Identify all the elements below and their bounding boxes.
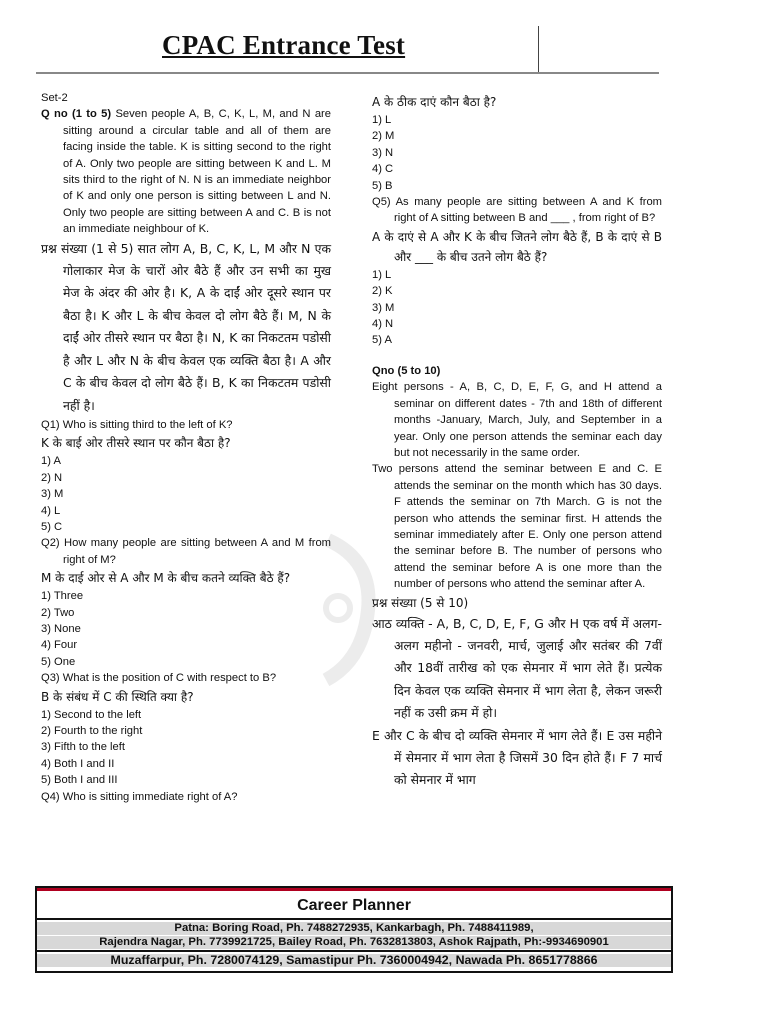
option-item: 2) Two <box>41 606 75 619</box>
footer-accent-line <box>37 888 671 891</box>
question-intro-hindi: प्रश्न संख्या (1 से 5) सात लोग A, B, C, K, L, M और N एक गोलाकार मेज के चारों ओर बैठे हैं और उन सभी का मुख मेज के अंदर की ओर है। K, A के दाईं ओर दूसरे स्थान पर बैठा है। K और L के बीच केवल दो लोग बैठे हैं। M, N के दाईं ओर तीसरे स्थान पर बैठा है। N, K का निकटतम पडोसी है और L और N के बीच केवल एक व्यक्ति बैठा है। A और C के बीच केवल दो लोग बैठे हैं। B, K का निकटतम पडोसी नहीं है। <box>41 240 331 413</box>
q2-options <box>41 588 331 670</box>
q5-english: Q5) As many people are sitting between A and K from right of A sitting between B and ___ , from right of B? <box>372 196 662 225</box>
passage-hindi-2: E और C के बीच दो व्यक्ति सेमनार में भाग लेते हैं। E उस महीने में सेमनार में भाग लेता है जिसमें 30 दिन होते हैं। F 7 मार्च को सेमनार में भाग <box>372 727 662 788</box>
footer-divider <box>37 918 671 920</box>
q4-hindi: A के ठीक दाएं कौन बैठा है? <box>372 95 497 109</box>
set-label: Set-2 <box>41 92 68 104</box>
q3-english: Q3) What is the position of C with respect to B? <box>41 672 277 685</box>
option-item: 5) B <box>372 179 393 192</box>
right-column <box>372 92 662 792</box>
q2-english: Q2) How many people are sitting between A and M from right of M? <box>41 537 331 566</box>
question-range-heading: Q no (1 to 5) <box>41 108 112 121</box>
option-item: 2) Fourth to the right <box>41 725 143 737</box>
option-item: 3) N <box>372 146 394 159</box>
option-item: 3) Fifth to the left <box>41 741 125 754</box>
hindi-question-heading: प्रश्न संख्या (5 से 10) <box>372 595 469 610</box>
title-rule <box>36 72 659 74</box>
footer-address-line-2: Rajendra Nagar, Ph. 7739921725, Bailey Road, Ph. 7632813803, Ashok Rajpath, Ph:-9934690901 <box>37 936 671 949</box>
option-item: 5) C <box>41 520 63 533</box>
q3-hindi: B के संबंध में C की स्थिति क्या है? <box>41 689 194 704</box>
passage-hindi-1: आठ व्यक्ति - A, B, C, D, E, F, G और H एक वर्ष में अलग-अलग महीनो - जनवरी, मार्च, जुलाई और सतंबर की 7वीं और 18वीं तारीख को एक सेमनार में भाग लेते हैं। प्रत्येक दिन केवल एक व्यक्ति सेमनार में भाग लेता है, लेकन जरूरी नहीं क उसी क्रम में हो। <box>372 615 662 721</box>
option-item: 5) One <box>41 655 76 668</box>
left-column <box>41 90 331 805</box>
option-item: 1) Three <box>41 590 84 603</box>
q3-options <box>41 707 331 789</box>
footer-contact-box <box>35 886 673 973</box>
passage-english-1: Eight persons - A, B, C, D, E, F, G, and H attend a seminar on different dates - 7th and 18th of different months -January, March, July, and September in a year. Only one person attends the seminar each day but not necessarily in the same order. <box>372 381 662 459</box>
option-item: 4) Four <box>41 639 78 652</box>
q4-options <box>372 112 662 194</box>
passage-english-2: Two persons attend the seminar between E and C. E attends the seminar on the month which has 30 days. F attends the seminar on 7th March. G is not the person who attends the seminar first. H attends the seminar immediately after E. Only one person attend the seminar before B. The number of persons who attend the seminar before A is one more than the number of persons who attend the seminar after A. <box>372 463 662 591</box>
q1-options <box>41 453 331 535</box>
footer-divider <box>37 950 671 952</box>
option-item: 4) L <box>41 504 61 517</box>
option-item: 1) Second to the left <box>41 708 142 721</box>
title-divider <box>538 26 539 72</box>
option-item: 1) A <box>41 455 61 468</box>
option-item: 4) C <box>372 163 394 176</box>
q1-english: Q1) Who is sitting third to the left of K? <box>41 418 233 431</box>
option-item: 3) None <box>41 622 81 635</box>
q2-hindi: M के दाई ओर से A और M के बीच कतने व्यक्ति बैठे हैं? <box>41 571 291 586</box>
option-item: 2) K <box>372 285 393 298</box>
page-title: CPAC Entrance Test <box>162 30 406 60</box>
question-intro-text: Seven people A, B, C, K, L, M, and N are sitting around a circular table and all of them are facing inside the table. K is sitting second to the right of A. Only two people are sitting between K and L. M sits third to the right of N. N is an immediate neighbor of K and only one person is sitting between L and N. Only two people are sitting between A and C. B is not an immediate neighbour of K. <box>63 108 331 236</box>
q4-english: Q4) Who is sitting immediate right of A? <box>41 790 238 803</box>
q5-hindi: A के दाएं से A और K के बीच जितने लोग बैठे हैं, B के दाएं से B और ___ के बीच उतने लोग बैठे हैं? <box>372 229 662 264</box>
option-item: 2) M <box>372 130 395 143</box>
q5-options <box>372 267 662 349</box>
option-item: 1) L <box>372 114 392 126</box>
footer-address-line-1: Patna: Boring Road, Ph. 7488272935, Kankarbagh, Ph. 7488411989, <box>37 922 671 935</box>
footer-address-line-3: Muzaffarpur, Ph. 7280074129, Samastipur Ph. 7360004942, Nawada Ph. 8651778866 <box>37 954 671 967</box>
option-item: 4) N <box>372 318 394 331</box>
question-intro-english <box>41 106 331 237</box>
option-item: 3) M <box>41 488 64 501</box>
option-item: 5) Both I and III <box>41 774 118 787</box>
option-item: 2) N <box>41 471 63 484</box>
q1-hindi: K के बाई ओर तीसरे स्थान पर कौन बैठा है? <box>41 436 231 451</box>
option-item: 5) A <box>372 334 392 347</box>
option-item: 1) L <box>372 268 392 281</box>
option-item: 4) Both I and II <box>41 757 115 770</box>
footer-brand-name: Career Planner <box>297 897 411 914</box>
question-range-heading-2: Qno (5 to 10) <box>372 364 441 377</box>
option-item: 3) M <box>372 301 395 314</box>
